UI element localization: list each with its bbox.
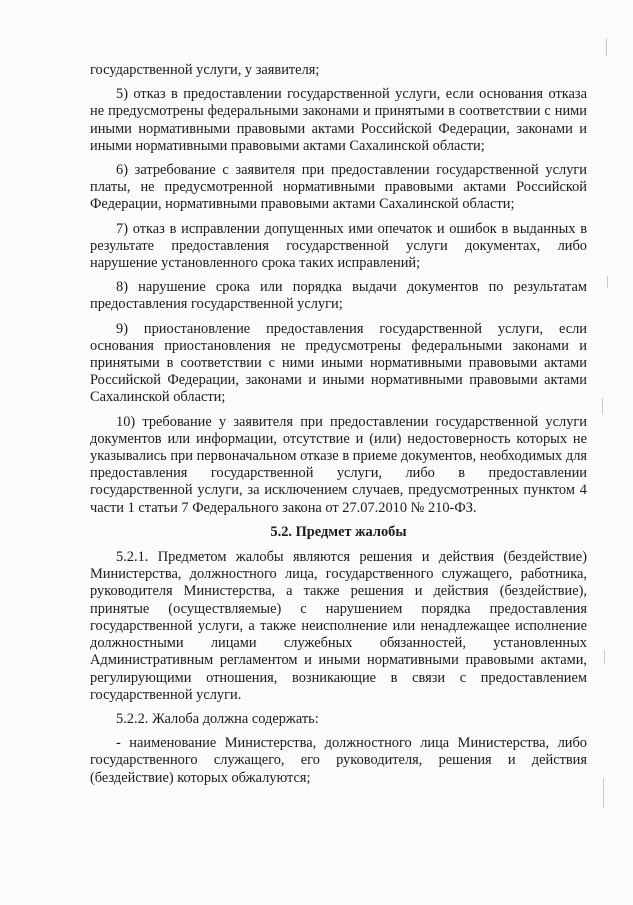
paragraph-item-6: 6) затребование с заявителя при предоставлении государственной услуги платы, не предусмотренной нормативными правовыми актами Российской Федерации, нормативными правовыми актами Сахалинской области; [90, 162, 587, 213]
document-body [90, 62, 587, 794]
paragraph-5-2-2: 5.2.2. Жалоба должна содержать: [116, 710, 319, 727]
paragraph-item-9: 9) приостановление предоставления государственной услуги, если основания приостановления не предусмотрены федеральными законами и принятыми в соответствии с ними иными нормативными правовыми актами Российской Федерации, законами и иными нормативными правовыми актами Сахалинской области; [90, 320, 587, 406]
scan-artifact-mark [603, 778, 604, 808]
paragraph-item-5: 5) отказ в предоставлении государственной услуги, если основания отказа не предусмотрены федеральными законами и принятыми в соответствии с ними иными нормативными правовыми актами Российской Федерации, законами и иными нормативными правовыми актами Сахалинской области; [90, 86, 587, 154]
paragraph-list-item: - наименование Министерства, должностного лица Министерства, либо государственного служащего, его руководителя, решения и действия (бездействие) которых обжалуются; [90, 735, 587, 786]
paragraph-continuation: государственной услуги, у заявителя; [90, 62, 320, 78]
scan-artifact-mark [604, 650, 605, 664]
paragraph-item-8: 8) нарушение срока или порядка выдачи документов по результатам предоставления государственной услуги; [90, 279, 587, 313]
scan-artifact-mark [607, 276, 608, 288]
scan-artifact-mark [606, 38, 607, 56]
paragraph-5-2-1: 5.2.1. Предметом жалобы являются решения и действия (бездействие) Министерства, должностного лица, государственного служащего, работника, руководителя Министерства, а также решения и действия (бездействие), принятые (осуществляемые) с нарушением порядка предоставления государственной услуги, а также неисполнение или ненадлежащее исполнение должностными лицами служебных обязанностей, установленных Административным регламентом и иными нормативными правовыми актами, регулирующими отношения, возникающие в связи с предоставлением государственной услуги. [90, 549, 587, 703]
section-heading: 5.2. Предмет жалобы [270, 523, 407, 540]
scan-artifact-mark [602, 398, 603, 414]
paragraph-item-10: 10) требование у заявителя при предоставлении государственной услуги документов или информации, отсутствие и (или) недостоверность которых не указывались при первоначальном отказе в приеме документов, необходимых для предоставления государственной услуги, либо в предоставлении государственной услуги, за исключением случаев, предусмотренных пунктом 4 части 1 статьи 7 Федерального закона от 27.07.2010 № 210-ФЗ. [90, 413, 587, 516]
paragraph-item-7: 7) отказ в исправлении допущенных ими опечаток и ошибок в выданных в результате предоставления государственной услуги документах, либо нарушение установленного срока таких исправлений; [90, 220, 587, 272]
